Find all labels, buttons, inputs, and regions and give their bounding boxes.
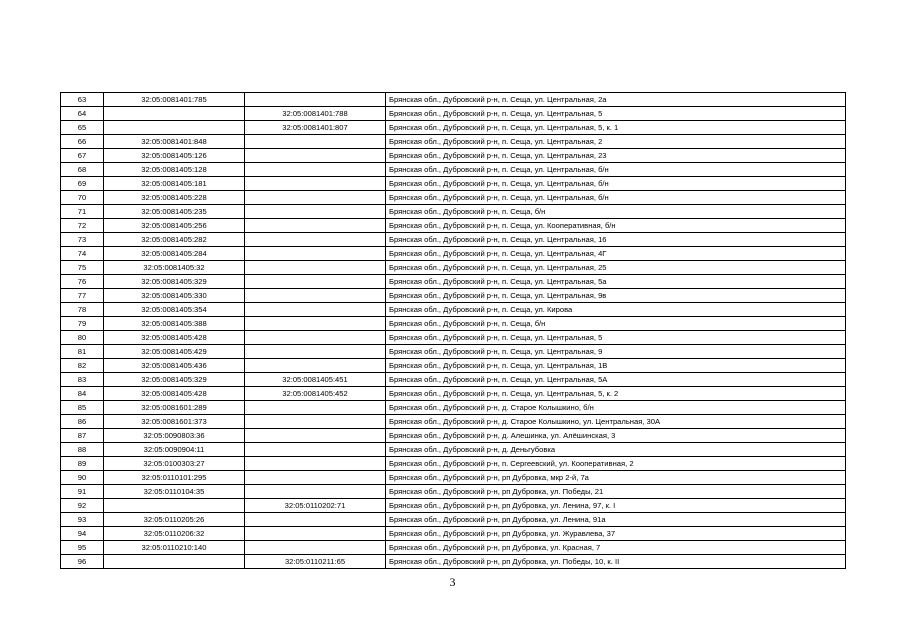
linked-cadastral-number-cell <box>245 247 386 261</box>
cadastral-number-cell: 32:05:0081405:354 <box>104 303 245 317</box>
address-cell: Брянская обл., Дубровский р-н, п. Сеща, ул. Центральная, 5а <box>386 275 846 289</box>
address-cell: Брянская обл., Дубровский р-н, рп Дубровка, ул. Журавлева, 37 <box>386 527 846 541</box>
address-cell: Брянская обл., Дубровский р-н, п. Сеща, ул. Кирова <box>386 303 846 317</box>
row-number-cell: 84 <box>61 387 104 401</box>
row-number-cell: 90 <box>61 471 104 485</box>
table-row <box>61 149 846 163</box>
cadastral-number-cell: 32:05:0081405:429 <box>104 345 245 359</box>
table-row <box>61 499 846 513</box>
address-cell: Брянская обл., Дубровский р-н, п. Сеща, ул. Центральная, 9 <box>386 345 846 359</box>
row-number-cell: 83 <box>61 373 104 387</box>
cadastral-number-cell: 32:05:0110104:35 <box>104 485 245 499</box>
table-row <box>61 219 846 233</box>
linked-cadastral-number-cell <box>245 541 386 555</box>
table-row <box>61 345 846 359</box>
address-cell: Брянская обл., Дубровский р-н, рп Дубровка, ул. Победы, 10, к. II <box>386 555 846 569</box>
cadastral-number-cell: 32:05:0081405:284 <box>104 247 245 261</box>
address-cell: Брянская обл., Дубровский р-н, п. Сеща, ул. Центральная, 5А <box>386 373 846 387</box>
linked-cadastral-number-cell <box>245 135 386 149</box>
table-row <box>61 303 846 317</box>
cadastral-number-cell: 32:05:0081405:128 <box>104 163 245 177</box>
cadastral-number-cell <box>104 107 245 121</box>
table-row <box>61 205 846 219</box>
cadastral-number-cell: 32:05:0110101:295 <box>104 471 245 485</box>
linked-cadastral-number-cell <box>245 457 386 471</box>
address-cell: Брянская обл., Дубровский р-н, п. Сеща, ул. Центральная, 4Г <box>386 247 846 261</box>
table-row <box>61 135 846 149</box>
linked-cadastral-number-cell: 32:05:0110211:65 <box>245 555 386 569</box>
table-row <box>61 527 846 541</box>
table-body <box>61 93 846 569</box>
linked-cadastral-number-cell <box>245 303 386 317</box>
table-row <box>61 401 846 415</box>
address-cell: Брянская обл., Дубровский р-н, п. Сеща, б/н <box>386 317 846 331</box>
address-cell: Брянская обл., Дубровский р-н, п. Сеща, ул. Центральная, 2 <box>386 135 846 149</box>
row-number-cell: 64 <box>61 107 104 121</box>
address-cell: Брянская обл., Дубровский р-н, рп Дубровка, мкр 2-й, 7а <box>386 471 846 485</box>
address-cell: Брянская обл., Дубровский р-н, п. Сеща, ул. Центральная, 9в <box>386 289 846 303</box>
linked-cadastral-number-cell <box>245 163 386 177</box>
table-row <box>61 457 846 471</box>
address-cell: Брянская обл., Дубровский р-н, п. Сеща, ул. Центральная, б/н <box>386 177 846 191</box>
row-number-cell: 94 <box>61 527 104 541</box>
row-number-cell: 78 <box>61 303 104 317</box>
address-cell: Брянская обл., Дубровский р-н, п. Сеща, ул. Центральная, 25 <box>386 261 846 275</box>
address-cell: Брянская обл., Дубровский р-н, д. Деньгубовка <box>386 443 846 457</box>
cadastral-number-cell: 32:05:0110210:140 <box>104 541 245 555</box>
row-number-cell: 86 <box>61 415 104 429</box>
linked-cadastral-number-cell <box>245 443 386 457</box>
linked-cadastral-number-cell <box>245 191 386 205</box>
cadastral-number-cell: 32:05:0081401:848 <box>104 135 245 149</box>
address-cell: Брянская обл., Дубровский р-н, п. Сеща, ул. Центральная, 23 <box>386 149 846 163</box>
cadastral-number-cell: 32:05:0081405:428 <box>104 331 245 345</box>
linked-cadastral-number-cell <box>245 415 386 429</box>
linked-cadastral-number-cell <box>245 527 386 541</box>
row-number-cell: 63 <box>61 93 104 107</box>
cadastral-number-cell <box>104 555 245 569</box>
linked-cadastral-number-cell <box>245 261 386 275</box>
linked-cadastral-number-cell <box>245 345 386 359</box>
page-number: 3 <box>449 575 456 589</box>
table-row <box>61 387 846 401</box>
cadastral-number-cell: 32:05:0081405:388 <box>104 317 245 331</box>
cadastral-number-cell: 32:05:0081405:329 <box>104 275 245 289</box>
row-number-cell: 95 <box>61 541 104 555</box>
row-number-cell: 77 <box>61 289 104 303</box>
row-number-cell: 67 <box>61 149 104 163</box>
row-number-cell: 91 <box>61 485 104 499</box>
linked-cadastral-number-cell <box>245 317 386 331</box>
table-row <box>61 247 846 261</box>
address-cell: Брянская обл., Дубровский р-н, п. Сеща, ул. Центральная, 2а <box>386 93 846 107</box>
table-row <box>61 107 846 121</box>
row-number-cell: 72 <box>61 219 104 233</box>
linked-cadastral-number-cell <box>245 513 386 527</box>
cadastral-number-cell: 32:05:0081405:436 <box>104 359 245 373</box>
linked-cadastral-number-cell <box>245 401 386 415</box>
row-number-cell: 96 <box>61 555 104 569</box>
cadastral-number-cell: 32:05:0081405:235 <box>104 205 245 219</box>
row-number-cell: 82 <box>61 359 104 373</box>
cadastral-number-cell: 32:05:0081405:228 <box>104 191 245 205</box>
address-cell: Брянская обл., Дубровский р-н, п. Сергеевский, ул. Кооперативная, 2 <box>386 457 846 471</box>
linked-cadastral-number-cell: 32:05:0081405:451 <box>245 373 386 387</box>
cadastral-number-cell: 32:05:0110206:32 <box>104 527 245 541</box>
cadastral-number-cell: 32:05:0081405:330 <box>104 289 245 303</box>
table-row <box>61 163 846 177</box>
table-row <box>61 331 846 345</box>
table-row <box>61 275 846 289</box>
row-number-cell: 75 <box>61 261 104 275</box>
cadastral-number-cell: 32:05:0081601:373 <box>104 415 245 429</box>
cadastral-number-cell: 32:05:0081405:126 <box>104 149 245 163</box>
table-row <box>61 191 846 205</box>
cadastral-number-cell: 32:05:0081405:282 <box>104 233 245 247</box>
row-number-cell: 92 <box>61 499 104 513</box>
address-cell: Брянская обл., Дубровский р-н, рп Дубровка, ул. Ленина, 97, к. I <box>386 499 846 513</box>
linked-cadastral-number-cell <box>245 359 386 373</box>
linked-cadastral-number-cell <box>245 429 386 443</box>
cadastral-number-cell: 32:05:0100303:27 <box>104 457 245 471</box>
table-row <box>61 443 846 457</box>
row-number-cell: 76 <box>61 275 104 289</box>
cadastral-number-cell: 32:05:0081405:181 <box>104 177 245 191</box>
address-cell: Брянская обл., Дубровский р-н, рп Дубровка, ул. Красная, 7 <box>386 541 846 555</box>
linked-cadastral-number-cell <box>245 177 386 191</box>
table-row <box>61 359 846 373</box>
linked-cadastral-number-cell <box>245 233 386 247</box>
address-cell: Брянская обл., Дубровский р-н, д. Алешинка, ул. Алёшинская, 3 <box>386 429 846 443</box>
linked-cadastral-number-cell <box>245 93 386 107</box>
linked-cadastral-number-cell: 32:05:0081401:807 <box>245 121 386 135</box>
address-cell: Брянская обл., Дубровский р-н, п. Сеща, ул. Центральная, 5, к. 1 <box>386 121 846 135</box>
table-row <box>61 233 846 247</box>
linked-cadastral-number-cell <box>245 289 386 303</box>
address-cell: Брянская обл., Дубровский р-н, п. Сеща, ул. Центральная, 5 <box>386 331 846 345</box>
address-cell: Брянская обл., Дубровский р-н, рп Дубровка, ул. Ленина, 91а <box>386 513 846 527</box>
row-number-cell: 66 <box>61 135 104 149</box>
row-number-cell: 81 <box>61 345 104 359</box>
row-number-cell: 88 <box>61 443 104 457</box>
table-row <box>61 513 846 527</box>
row-number-cell: 79 <box>61 317 104 331</box>
row-number-cell: 74 <box>61 247 104 261</box>
linked-cadastral-number-cell: 32:05:0081401:788 <box>245 107 386 121</box>
row-number-cell: 85 <box>61 401 104 415</box>
row-number-cell: 89 <box>61 457 104 471</box>
table-row <box>61 261 846 275</box>
row-number-cell: 68 <box>61 163 104 177</box>
linked-cadastral-number-cell <box>245 205 386 219</box>
address-cell: Брянская обл., Дубровский р-н, п. Сеща, ул. Центральная, 1В <box>386 359 846 373</box>
row-number-cell: 93 <box>61 513 104 527</box>
table-row <box>61 415 846 429</box>
row-number-cell: 80 <box>61 331 104 345</box>
row-number-cell: 65 <box>61 121 104 135</box>
row-number-cell: 69 <box>61 177 104 191</box>
address-cell: Брянская обл., Дубровский р-н, д. Старое Колышкино, ул. Центральная, 30А <box>386 415 846 429</box>
cadastral-number-cell <box>104 121 245 135</box>
table-row <box>61 177 846 191</box>
address-cell: Брянская обл., Дубровский р-н, п. Сеща, ул. Кооперативная, б/н <box>386 219 846 233</box>
linked-cadastral-number-cell <box>245 471 386 485</box>
address-cell: Брянская обл., Дубровский р-н, п. Сеща, ул. Центральная, б/н <box>386 163 846 177</box>
cadastral-number-cell: 32:05:0081401:785 <box>104 93 245 107</box>
cadastral-number-cell: 32:05:0090904:11 <box>104 443 245 457</box>
linked-cadastral-number-cell: 32:05:0110202:71 <box>245 499 386 513</box>
table-row <box>61 93 846 107</box>
table-row <box>61 121 846 135</box>
property-registry-table <box>60 92 846 569</box>
cadastral-number-cell: 32:05:0081405:32 <box>104 261 245 275</box>
address-cell: Брянская обл., Дубровский р-н, рп Дубровка, ул. Победы, 21 <box>386 485 846 499</box>
address-cell: Брянская обл., Дубровский р-н, п. Сеща, ул. Центральная, 5 <box>386 107 846 121</box>
table-row <box>61 289 846 303</box>
table-row <box>61 541 846 555</box>
address-cell: Брянская обл., Дубровский р-н, п. Сеща, б/н <box>386 205 846 219</box>
row-number-cell: 87 <box>61 429 104 443</box>
row-number-cell: 73 <box>61 233 104 247</box>
linked-cadastral-number-cell <box>245 149 386 163</box>
row-number-cell: 71 <box>61 205 104 219</box>
row-number-cell: 70 <box>61 191 104 205</box>
cadastral-number-cell: 32:05:0081405:428 <box>104 387 245 401</box>
table-row <box>61 471 846 485</box>
table-row <box>61 317 846 331</box>
address-cell: Брянская обл., Дубровский р-н, п. Сеща, ул. Центральная, 16 <box>386 233 846 247</box>
address-cell: Брянская обл., Дубровский р-н, п. Сеща, ул. Центральная, 5, к. 2 <box>386 387 846 401</box>
address-cell: Брянская обл., Дубровский р-н, д. Старое Колышкино, б/н <box>386 401 846 415</box>
address-cell: Брянская обл., Дубровский р-н, п. Сеща, ул. Центральная, б/н <box>386 191 846 205</box>
linked-cadastral-number-cell <box>245 485 386 499</box>
table-row <box>61 555 846 569</box>
linked-cadastral-number-cell: 32:05:0081405:452 <box>245 387 386 401</box>
cadastral-number-cell <box>104 499 245 513</box>
cadastral-number-cell: 32:05:0081405:329 <box>104 373 245 387</box>
table-row <box>61 429 846 443</box>
table-row <box>61 373 846 387</box>
cadastral-number-cell: 32:05:0090803:36 <box>104 429 245 443</box>
cadastral-number-cell: 32:05:0081601:289 <box>104 401 245 415</box>
cadastral-number-cell: 32:05:0081405:256 <box>104 219 245 233</box>
linked-cadastral-number-cell <box>245 331 386 345</box>
cadastral-number-cell: 32:05:0110205:26 <box>104 513 245 527</box>
table-row <box>61 485 846 499</box>
linked-cadastral-number-cell <box>245 275 386 289</box>
linked-cadastral-number-cell <box>245 219 386 233</box>
